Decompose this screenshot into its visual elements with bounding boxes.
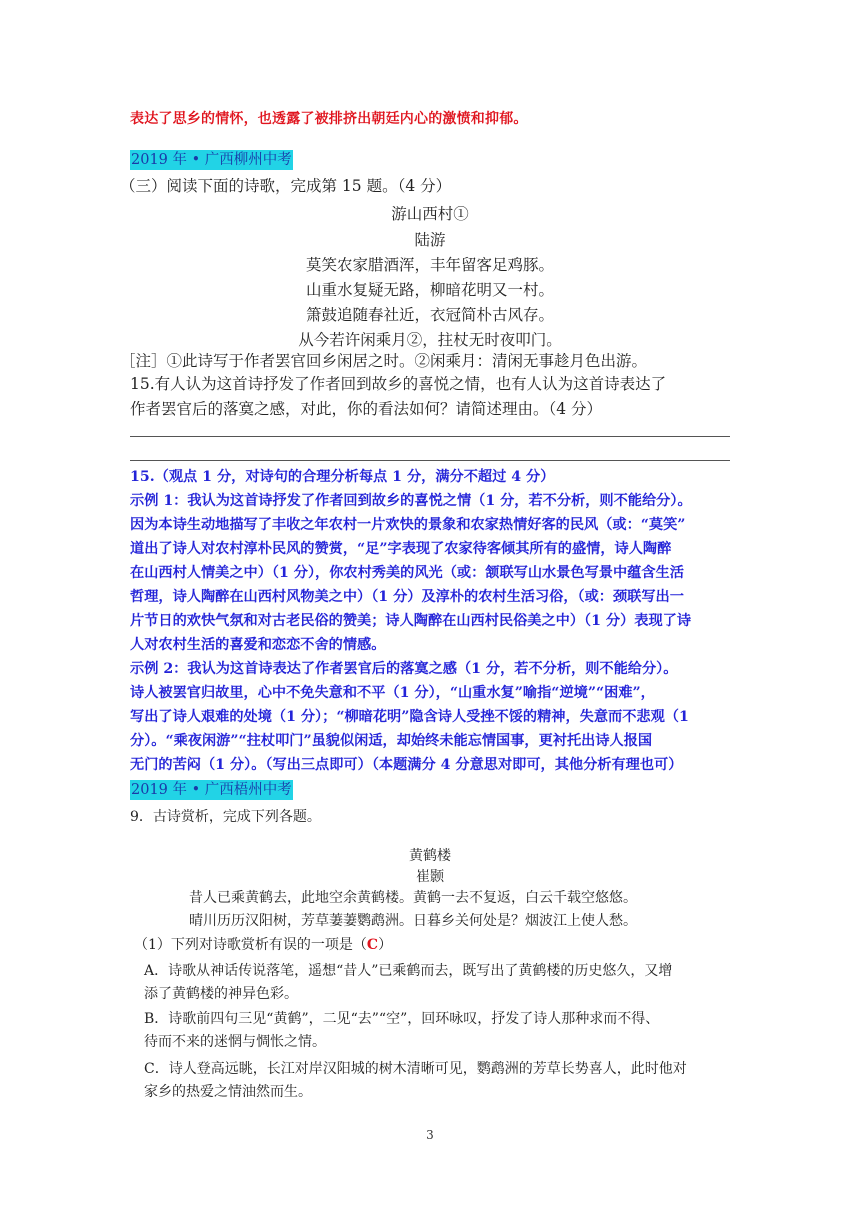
question-intro: （三）阅读下面的诗歌，完成第 15 题。（4 分） (120, 177, 452, 195)
poem-line: 箫鼓追随春社近，衣冠简朴古风存。 (305, 306, 554, 324)
answer-line: 15.（观点 1 分，对诗句的合理分析每点 1 分，满分不超过 4 分） (130, 469, 555, 485)
option-c: C．诗人登高远眺，长江对岸汉阳城的树木清晰可见，鹦鹉洲的芳草长势喜人，此时他对 (144, 1061, 687, 1077)
answer-line: 示例 1：我认为这首诗抒发了作者回到故乡的喜悦之情（1 分，若不分析，则不能给分）。 (130, 493, 692, 509)
answer-line: 示例 2：我认为这首诗表达了作者罢官后的落寞之感（1 分，若不分析，则不能给分）。 (130, 661, 678, 677)
answer-line: 哲理，诗人陶醉在山西村风物美之中）（1 分）及淳朴的农村生活习俗，（或：颈联写出一 (130, 589, 684, 605)
option-a-cont: 添了黄鹤楼的神异色彩。 (144, 986, 298, 1002)
answer-line: 无门的苦闷（1 分）。（写出三点即可）（本题满分 4 分意思对即可，其他分析有理也可） (130, 757, 683, 773)
question-intro: 9．古诗赏析，完成下列各题。 (130, 809, 321, 825)
poem-author: 陆游 (414, 231, 446, 249)
poem-line: 昔人已乘黄鹤去，此地空余黄鹤楼。黄鹤一去不复返，白云千载空悠悠。 (189, 890, 637, 906)
page-number: 3 (426, 1128, 434, 1142)
option-b: B．诗歌前四句三见“黄鹤”，二见“去”“空”，回环咏叹，抒发了诗人那种求而不得、 (144, 1011, 660, 1027)
answer-blank-line (130, 436, 730, 437)
summary-line: 表达了思乡的情怀，也透露了被排挤出朝廷内心的激愤和抑郁。 (130, 111, 528, 127)
question-line: 作者罢官后的落寞之感，对此，你的看法如何？请简述理由。（4 分） (130, 400, 603, 418)
exam-source-tag: 2019 年 • 广西梧州中考 (131, 782, 292, 798)
answer-line: 人对农村生活的喜爱和恋恋不舍的情感。 (130, 637, 386, 653)
poem-author: 崔颢 (416, 869, 444, 885)
poem-line: 晴川历历汉阳树，芳草萋萋鹦鹉洲。日暮乡关何处是？烟波江上使人愁。 (189, 913, 637, 929)
answer-line: 因为本诗生动地描写了丰收之年农村一片欢快的景象和农家热情好客的民风（或：“莫笑” (130, 517, 686, 533)
option-a: A．诗歌从神话传说落笔，遥想“昔人”已乘鹤而去，既写出了黄鹤楼的历史悠久，又增 (144, 963, 673, 979)
answer-line: 诗人被罢官归故里，心中不免失意和不平（1 分），“山重水复”喻指“逆境”“困难”， (130, 685, 655, 701)
sub-question-prefix: （1）下列对诗歌赏析有误的一项是（ (134, 937, 367, 953)
answer-line: 片节日的欢快气氛和对古老民俗的赞美；诗人陶醉在山西村民俗美之中）（1 分）表现了诗 (130, 613, 692, 629)
answer-line: 写出了诗人艰难的处境（1 分）；“柳暗花明”隐含诗人受挫不馁的精神，失意而不悲观（1 (130, 709, 689, 725)
poem-line: 从今若许闲乘月②，拄杖无时夜叩门。 (298, 331, 562, 349)
answer-choice: C (366, 937, 379, 953)
answer-line: 分）。“乘夜闲游”“拄杖叩门”虽貌似闲适，却始终未能忘情国事，更衬托出诗人报国 (130, 733, 653, 749)
question-line: 15.有人认为这首诗抒发了作者回到故乡的喜悦之情，也有人认为这首诗表达了 (130, 375, 667, 393)
answer-blank-line (130, 460, 730, 461)
sub-question-suffix: ） (378, 937, 393, 953)
poem-note: ［注］①此诗写于作者罢官回乡闲居之时。②闲乘月：清闲无事趁月色出游。 (120, 352, 648, 370)
option-c-cont: 家乡的热爱之情油然而生。 (144, 1084, 312, 1100)
poem-line: 山重水复疑无路，柳暗花明又一村。 (305, 281, 554, 299)
answer-line: 在山西村人情美之中）（1 分），你农村秀美的风光（或：颔联写山水景色写景中蕴含生活 (130, 565, 684, 581)
poem-title: 黄鹤楼 (409, 848, 451, 864)
answer-line: 道出了诗人对农村淳朴民风的赞赏，“足”字表现了农家待客倾其所有的盛情，诗人陶醉 (130, 541, 672, 557)
poem-title: 游山西村① (391, 205, 469, 223)
sub-question (134, 934, 392, 954)
poem-line: 莫笑农家腊酒浑，丰年留客足鸡豚。 (305, 256, 554, 274)
exam-source-tag: 2019 年 • 广西柳州中考 (131, 152, 292, 168)
option-b-cont: 待而不来的迷惘与惆怅之情。 (144, 1034, 326, 1050)
